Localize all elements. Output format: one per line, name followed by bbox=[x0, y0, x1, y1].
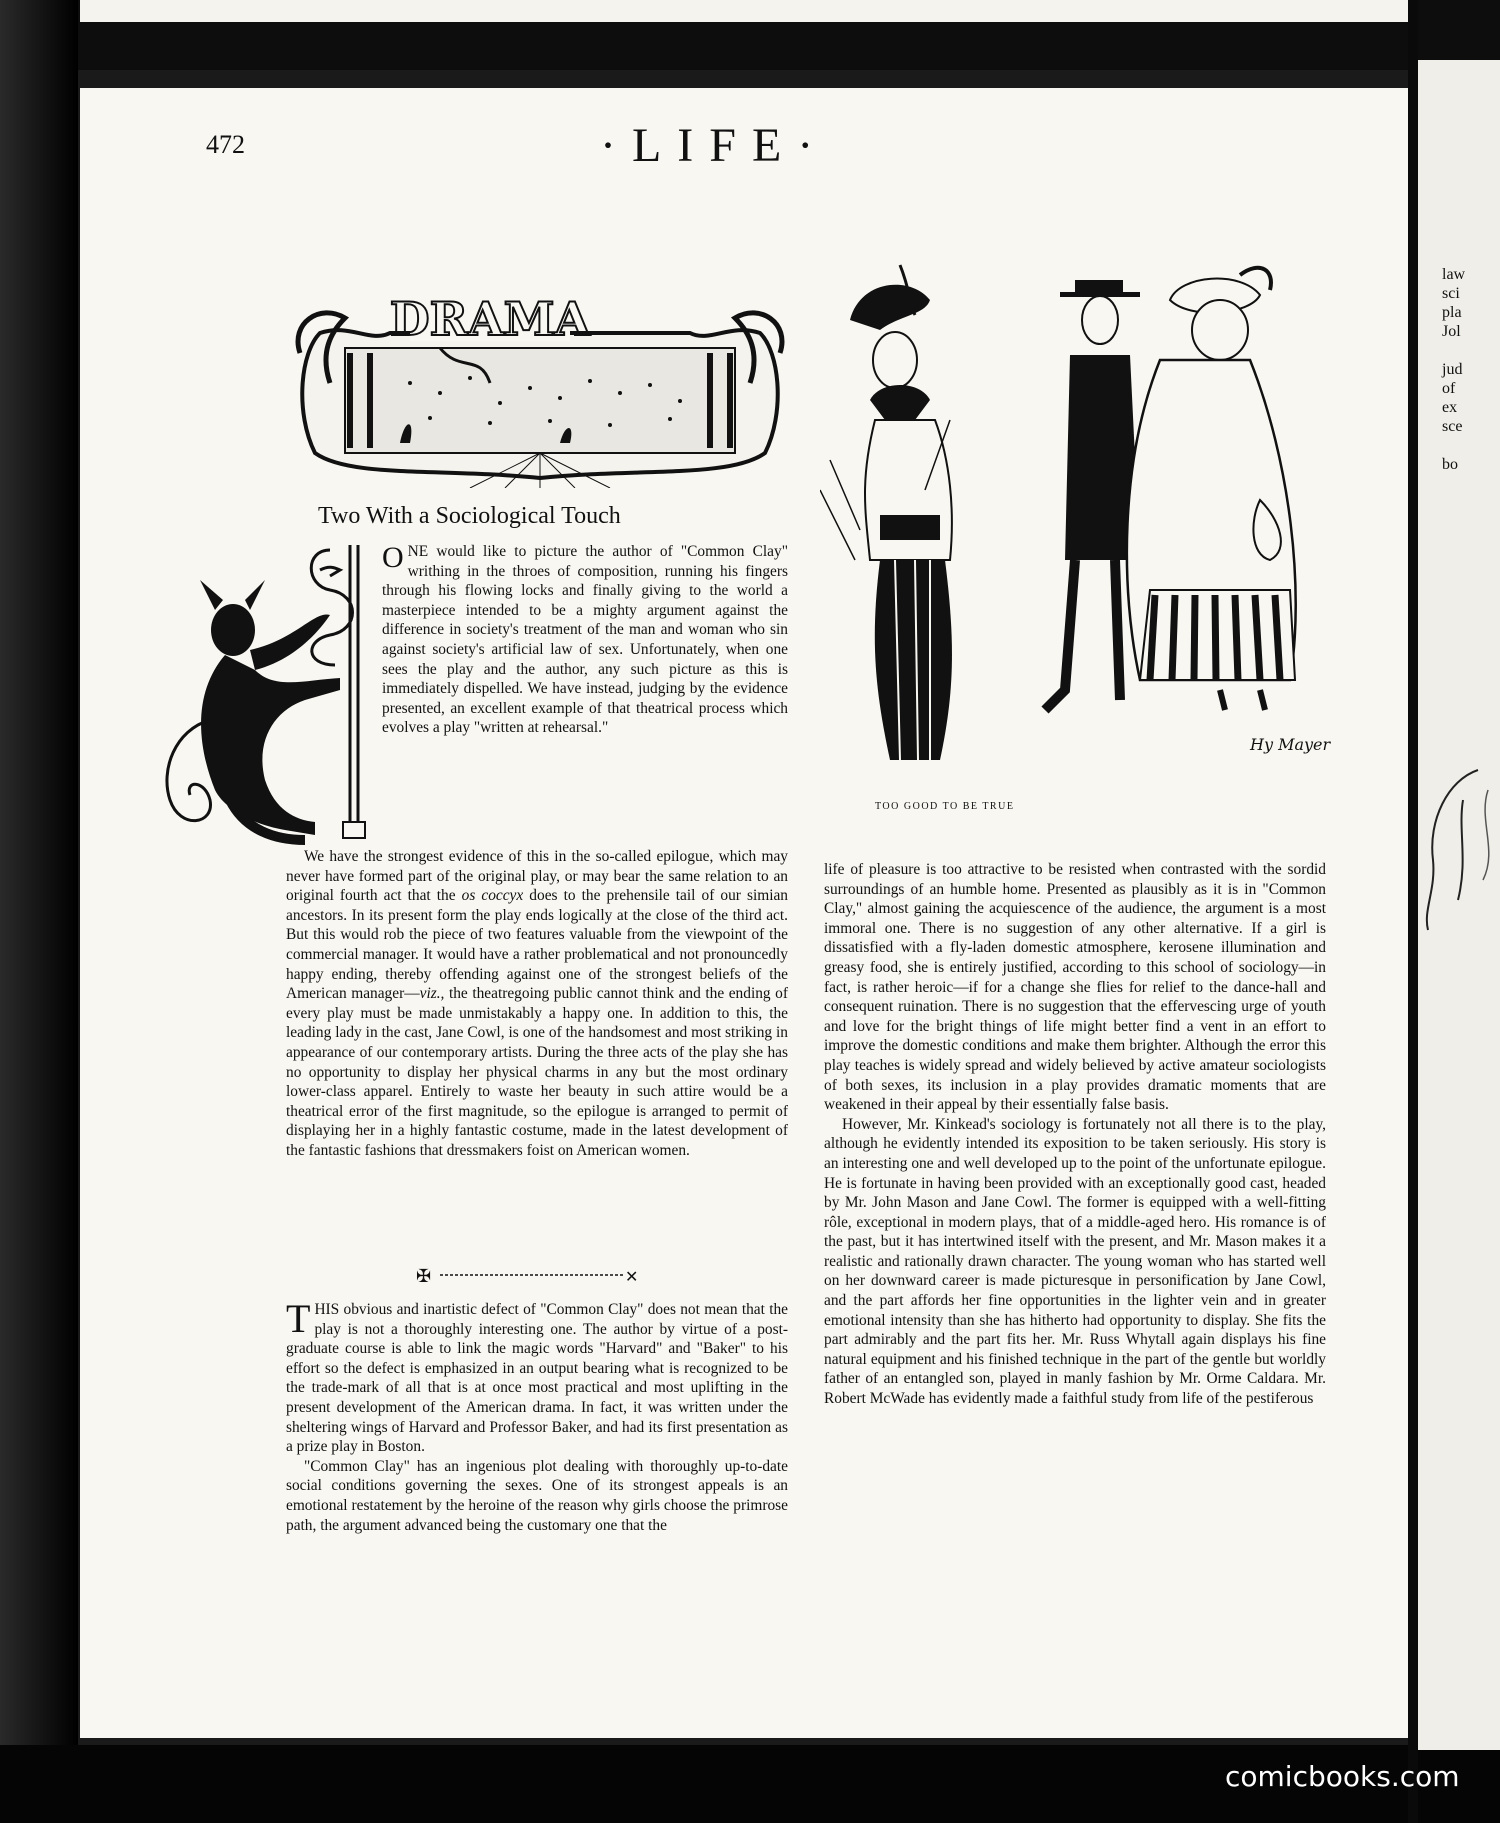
left-column-intro bbox=[382, 542, 788, 738]
para2-text-a: We have the strongest evidence of this in the so-called epilogue, which may never have formed part of the original play, or may bear the same relation to an original fourth act that the bbox=[286, 848, 788, 905]
para2-italic-viz: viz., bbox=[419, 985, 445, 1003]
next-page-fragment bbox=[1442, 436, 1465, 455]
para4-text: "Common Clay" has an ingenious plot dealing with thoroughly up-to-date social conditions governing the sexes. One of its strongest appeals is an emotional restatement by the heroine of the reason why girls choose the primrose path, the argument advanced being the customary one that the bbox=[286, 1457, 788, 1534]
next-page-dog-illustration bbox=[1418, 760, 1500, 940]
drama-banner-illustration bbox=[290, 293, 790, 488]
artist-signature: Hy Mayer bbox=[1250, 735, 1331, 754]
next-page-fragment: sce bbox=[1442, 418, 1463, 435]
devil-illustration bbox=[155, 540, 380, 855]
intro-paragraph-text: NE would like to picture the author of "Common Clay" writhing in the throes of composition, running his fingers through his flowing locks and finally giving to the world a masterpiece intended to be a mighty argument against the difference in society's treatment of the man and woman who sin against society's artificial law of sex. Unfortunately, when one sees the play and the author, any such picture as this is immediately dispelled. We have instead, judging by the evidence presented, an excellent example of that theatrical process which evolves a play "written at rehearsal." bbox=[382, 543, 788, 737]
scan-frame-left bbox=[0, 0, 78, 1823]
next-page-fragment: sci bbox=[1442, 285, 1460, 302]
next-page-fragment: ex bbox=[1442, 399, 1458, 416]
next-page-fragment: jud bbox=[1442, 361, 1463, 378]
para2-italic-os-coccyx: os coccyx bbox=[461, 887, 524, 905]
right-paragraph-2: However, Mr. Kinkead's sociology is fortunately not all there is to the play, although he evidently intended its exposition to be taken seriously. His story is an interesting one and well developed up to the point of the unfortunate epilogue. He is fortunate in having been provided with an exceptionally good cast, headed by Mr. John Mason and Jane Cowl. The former is equipped with a well-fitting rôle, exceptional in modern plays, that of a middle-aged hero. His romance is of the past, but it has intertwined itself with the present, and Mr. Mason makes it a realistic and rationally drawn character. The young woman who has started well on her downward career is made picturesque in personification by Jane Cowl, and the part affords her fine opportunities in the lighter vein and in greater emotional intensity than she has hitherto had opportunity to display. She fits the part admirably and the part fits her. Mr. Russ Whytall again displays his fine natural equipment and his finished technique in the part of the gentle but worldly father of an entangled son, played in manly fashion by Mr. Orme Caldara. Mr. Robert McWade has evidently made a faithful study from life of the pestiferous bbox=[824, 1115, 1326, 1408]
next-page-fragment: Jol bbox=[1442, 323, 1461, 340]
next-page-sliver bbox=[1418, 60, 1500, 1750]
para3-text: HIS obvious and inartistic defect of "Common Clay" does not mean that the play is not a thoroughly interesting one. The author by virtue of a post-graduate course is able to link the magic words "Harvard" and "Baker" to his effort so the defect is emphasized in an output bearing what is recognized to be the trade-mark of all that is at once most practical and most uplifting in the present development of the American drama. In fact, it was written under the sheltering wings of Harvard and Professor Baker, and had its first presentation as a prize play in Boston. bbox=[286, 1301, 788, 1456]
article-title: Two With a Sociological Touch bbox=[318, 503, 621, 529]
svg-text:✕: ✕ bbox=[625, 1267, 639, 1286]
drop-cap-o: O bbox=[382, 541, 404, 574]
right-paragraph-1: life of pleasure is too attractive to be resisted when contrasted with the sordid surroundings of an humble home. Presented as plausibly as it is in "Common Clay," almost gaining the acquiescence of the audience, the argument is a most immoral one. There is no suggestion of any other alternative. If a girl is dissatisfied with a fly-laden domestic atmosphere, kerosene illumination and greasy food, she is entirely justified, according to this school of sociology—in fact, is rather heroic—if for a change she flies for relief to the dance-hall and consequent ruination. There is no suggestion that the effervescing urge of youth and love for the bright things of life might better find a vent in an effort to improve the domestic conditions and make them brighter. Although the error this play teaches is widely spread and widely believed by active amateur sociologists of both sexes, its inclusion in a play provides dramatic moments that are weakened in their appeal by their essentially false basis. bbox=[824, 861, 1326, 1114]
previous-page-edge bbox=[80, 0, 1410, 22]
next-page-fragment: law bbox=[1442, 266, 1466, 283]
left-column-paragraph-3 bbox=[286, 1296, 788, 1535]
next-page-text bbox=[1442, 265, 1465, 474]
section-divider-ornament bbox=[410, 1262, 650, 1288]
para2-text-b: does to the prehensile tail of our simian ancestors. In its present form the play ends logically at the close of the third act. But this would rob the piece of two features valuable from the viewpoint of the commercial manager. It would have a rather problematical and not pronouncedly happy ending, thereby offending against one of the strongest beliefs of the American manager— bbox=[286, 887, 789, 1003]
next-page-fragment: pla bbox=[1442, 304, 1462, 321]
cartoon-illustration bbox=[820, 260, 1340, 790]
illustration-caption: TOO GOOD TO BE TRUE bbox=[875, 801, 1015, 812]
para2-text-c: the theatregoing public cannot think and the ending of every play must be made unmistakably a happy one. In addition to this, the leading lady in the cast, Jane Cowl, is one of the handsomest and most striking in appearance of our contemporary artists. During the three acts of the play she has no opportunity to display her physical charms in any but the most ordinary lower-class apparel. Entirely to waste her beauty in such attire would be a theatrical error of the first magnitude, so the epilogue is arranged to permit of displaying her in a highly fantastic costume, made in the latest development of the fantastic fashions that dressmakers foist on American women. bbox=[286, 985, 788, 1159]
magazine-masthead: ·LIFE· bbox=[600, 119, 830, 172]
drop-cap-t: T bbox=[286, 1296, 311, 1341]
next-page-fragment: bo bbox=[1442, 456, 1458, 473]
drama-banner-word: DRAMA bbox=[389, 293, 591, 346]
next-page-fragment bbox=[1442, 341, 1465, 360]
right-column bbox=[824, 860, 1326, 1409]
next-page-fragment: of bbox=[1442, 380, 1456, 397]
page-number: 472 bbox=[206, 130, 245, 159]
page-gutter bbox=[1408, 0, 1418, 1823]
left-column-paragraph-2 bbox=[286, 847, 788, 1161]
svg-text:✠: ✠ bbox=[416, 1266, 432, 1287]
site-watermark: comicbooks.com bbox=[1225, 1760, 1460, 1793]
